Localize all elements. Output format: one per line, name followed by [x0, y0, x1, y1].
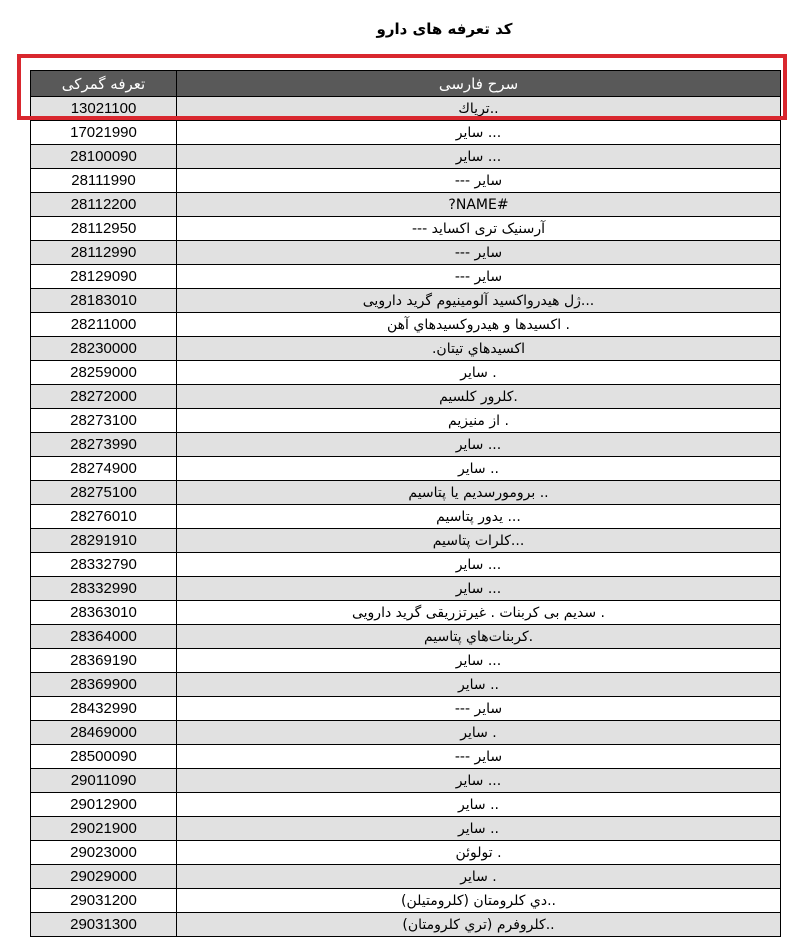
tariff-code-cell: 28276010 — [31, 505, 177, 529]
description-cell: #NAME? — [177, 193, 781, 217]
table-row — [31, 529, 781, 553]
description-cell: ... ساير — [177, 577, 781, 601]
description-cell: . سديم بی کربنات . غيرتزريقی گريد دارويی — [177, 601, 781, 625]
tariff-code-cell: 28291910 — [31, 529, 177, 553]
table-row — [31, 361, 781, 385]
table-row — [31, 649, 781, 673]
tariff-code-cell: 28364000 — [31, 625, 177, 649]
tariff-code-cell: 29031300 — [31, 913, 177, 937]
description-cell: .. ساير — [177, 817, 781, 841]
description-cell: . اكسيدها و هيدروكسيدهاي آهن — [177, 313, 781, 337]
description-cell: . تولوئن — [177, 841, 781, 865]
description-cell: ..دي كلرومتان (كلرومتيلن) — [177, 889, 781, 913]
tariff-code-cell: 28332790 — [31, 553, 177, 577]
table-row — [31, 697, 781, 721]
tariff-code-cell: 28230000 — [31, 337, 177, 361]
tariff-code-cell: 29021900 — [31, 817, 177, 841]
description-cell: .. ساير — [177, 457, 781, 481]
table-row — [31, 769, 781, 793]
tariff-code-cell: 28275100 — [31, 481, 177, 505]
description-cell: . ساير — [177, 721, 781, 745]
description-cell: .كربنات‌هاي پتاسيم — [177, 625, 781, 649]
tariff-code-cell: 28274900 — [31, 457, 177, 481]
description-cell: ساير --- — [177, 241, 781, 265]
table-row — [31, 841, 781, 865]
tariff-code-cell: 28273990 — [31, 433, 177, 457]
description-cell: ... ساير — [177, 769, 781, 793]
description-cell: ساير --- — [177, 697, 781, 721]
description-cell: . ساير — [177, 865, 781, 889]
description-cell: ... ساير — [177, 649, 781, 673]
description-cell: ساير --- — [177, 169, 781, 193]
description-cell: آرسنیک تری اکساید --- — [177, 217, 781, 241]
tariff-code-cell: 28211000 — [31, 313, 177, 337]
tariff-code-cell: 28259000 — [31, 361, 177, 385]
description-cell: ..كلروفرم (تري كلرومتان) — [177, 913, 781, 937]
document-title: کد تعرفه های دارو — [376, 20, 513, 38]
description-cell: ... ساير — [177, 433, 781, 457]
description-cell: .. برومورسديم يا پتاسيم — [177, 481, 781, 505]
tariff-code-cell: 28100090 — [31, 145, 177, 169]
description-cell: ...ژل هیدرواکسید آلومینیوم گرید دارویی — [177, 289, 781, 313]
tariff-code-cell: 29012900 — [31, 793, 177, 817]
table-row — [31, 913, 781, 937]
description-cell: ... ساير — [177, 145, 781, 169]
table-row — [31, 217, 781, 241]
tariff-code-cell: 28332990 — [31, 577, 177, 601]
description-cell: . از منيزيم — [177, 409, 781, 433]
tariff-code-cell: 28469000 — [31, 721, 177, 745]
description-cell: .. ساير — [177, 673, 781, 697]
tariff-code-cell: 28111990 — [31, 169, 177, 193]
tariff-code-cell: 29029000 — [31, 865, 177, 889]
description-cell: ...كلرات پتاسيم — [177, 529, 781, 553]
table-header-row — [31, 71, 781, 97]
tariff-code-cell: 28369900 — [31, 673, 177, 697]
table-row — [31, 481, 781, 505]
tariff-code-cell: 28363010 — [31, 601, 177, 625]
table-row — [31, 889, 781, 913]
table-row — [31, 793, 781, 817]
tariff-code-cell: 28129090 — [31, 265, 177, 289]
description-cell: ... ساير — [177, 553, 781, 577]
table-row — [31, 169, 781, 193]
tariff-code-cell: 28112990 — [31, 241, 177, 265]
header-tariff-code: تعرفه گمرکی — [31, 71, 177, 97]
description-cell: ساير --- — [177, 745, 781, 769]
tariff-code-cell: 28500090 — [31, 745, 177, 769]
table-row — [31, 721, 781, 745]
tariff-code-cell: 28273100 — [31, 409, 177, 433]
table-row — [31, 385, 781, 409]
tariff-code-cell: 17021990 — [31, 121, 177, 145]
header-persian-description: سرح فارسی — [177, 71, 781, 97]
description-cell: ... ساير — [177, 121, 781, 145]
table-row — [31, 337, 781, 361]
table-row — [31, 745, 781, 769]
table-row — [31, 601, 781, 625]
table-row — [31, 457, 781, 481]
table-row — [31, 409, 781, 433]
tariff-code-cell: 29011090 — [31, 769, 177, 793]
table-row — [31, 289, 781, 313]
tariff-code-cell: 28272000 — [31, 385, 177, 409]
tariff-code-cell: 29031200 — [31, 889, 177, 913]
description-cell: ... يدور پتاسيم — [177, 505, 781, 529]
tariff-code-cell: 28369190 — [31, 649, 177, 673]
table-row — [31, 145, 781, 169]
description-cell: .. ساير — [177, 793, 781, 817]
table-row — [31, 505, 781, 529]
description-cell: .كلرور كلسيم — [177, 385, 781, 409]
table-row — [31, 121, 781, 145]
tariff-code-cell: 28112950 — [31, 217, 177, 241]
description-cell: اكسيدهاي تيتان. — [177, 337, 781, 361]
table-row — [31, 97, 781, 121]
table-row — [31, 625, 781, 649]
description-cell: . ساير — [177, 361, 781, 385]
table-row — [31, 433, 781, 457]
tariff-code-cell: 28432990 — [31, 697, 177, 721]
table-row — [31, 553, 781, 577]
table-row — [31, 193, 781, 217]
description-cell: ..ترياك — [177, 97, 781, 121]
table-row — [31, 817, 781, 841]
table-row — [31, 241, 781, 265]
tariff-code-cell: 29023000 — [31, 841, 177, 865]
tariff-code-cell: 13021100 — [31, 97, 177, 121]
table-row — [31, 865, 781, 889]
table-body — [31, 97, 781, 937]
table-row — [31, 313, 781, 337]
tariff-code-cell: 28112200 — [31, 193, 177, 217]
tariff-code-cell: 28183010 — [31, 289, 177, 313]
table-row — [31, 577, 781, 601]
tariff-table-container — [30, 70, 780, 937]
table-row — [31, 265, 781, 289]
description-cell: ساير --- — [177, 265, 781, 289]
table-row — [31, 673, 781, 697]
tariff-table — [30, 70, 781, 937]
